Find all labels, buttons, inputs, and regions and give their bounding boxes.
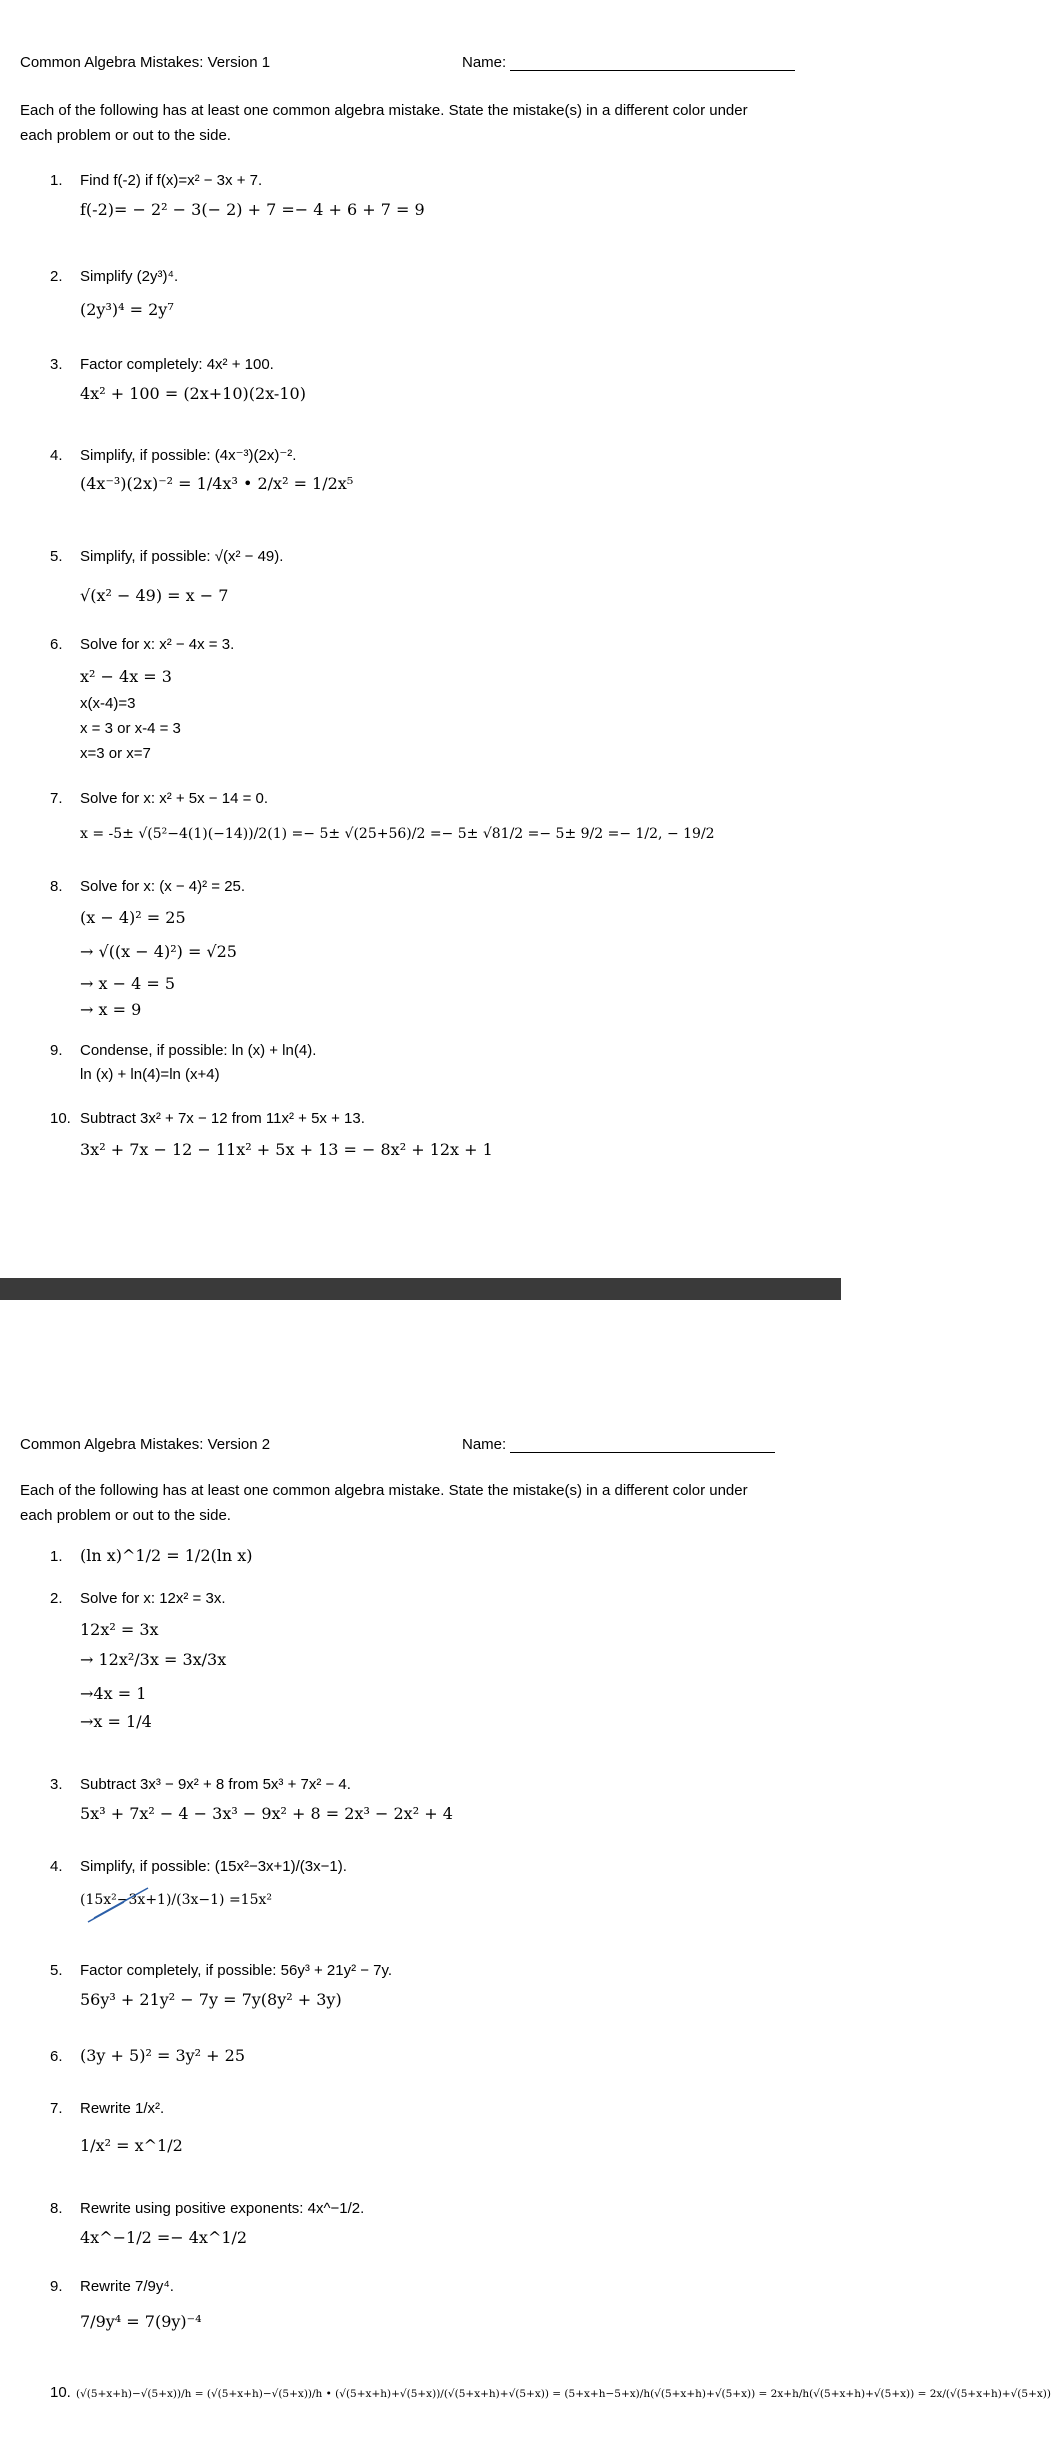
problem-7-work: x = -5± √(5²−4(1)(−14))/2(1) =− 5± √(25+56)/2 =− 5± √81/2 =− 5± 9/2 =− 1/2, − 19/2 [80, 826, 715, 842]
v2-problem-7-work: 1/x² = x^1/2 [80, 2136, 183, 2155]
problem-6-work-line-2: x(x-4)=3 [80, 695, 136, 712]
name-field: Name: [462, 1436, 775, 1453]
problem-7: 7. Solve for x: x² + 5x − 14 = 0. [50, 790, 269, 807]
v2-problem-9-work: 7/9y⁴ = 7(9y)⁻⁴ [80, 2312, 202, 2331]
problem-6-work-line-1: x² − 4x = 3 [80, 667, 172, 686]
problem-8-work-line-3: → x − 4 = 5 [80, 974, 176, 993]
page-divider [0, 1278, 841, 1300]
v2-problem-2: 2. Solve for x: 12x² = 3x. [50, 1590, 226, 1607]
v2-problem-9: 9. Rewrite 7/9y⁴. [50, 2278, 174, 2295]
worksheet-title: Common Algebra Mistakes: Version 1 [20, 54, 271, 71]
problem-3: 3. Factor completely: 4x² + 100. [50, 356, 274, 373]
instructions: Each of the following has at least one common algebra mistake. State the mistake(s) in a different color under each problem or out to the side. [20, 1482, 748, 1524]
problem-8-work-line-2: → √((x − 4)²) = √25 [80, 942, 237, 961]
problem-8-work-line-4: → x = 9 [80, 1000, 142, 1019]
v2-problem-8-work: 4x^−1/2 =− 4x^1/2 [80, 2228, 248, 2247]
problem-6: 6. Solve for x: x² − 4x = 3. [50, 636, 235, 653]
version-2-header [20, 1436, 821, 1453]
problem-10: 10. Subtract 3x² + 7x − 12 from 11x² + 5x + 13. [50, 1110, 365, 1127]
problem-6-work-line-3: x = 3 or x-4 = 3 [80, 720, 181, 737]
version-2-page [0, 1300, 1051, 2448]
problem-3-work: 4x² + 100 = (2x+10)(2x-10) [80, 384, 306, 403]
problem-2-work: (2y³)⁴ = 2y⁷ [80, 300, 174, 319]
problem-5-work: √(x² − 49) = x − 7 [80, 586, 229, 605]
v2-problem-2-work-line-4: →x = 1/4 [80, 1712, 152, 1731]
v2-problem-4: 4. Simplify, if possible: (15x²−3x+1)/(3x−1). [50, 1858, 347, 1875]
v2-problem-10: 10. (√(5+x+h)−√(5+x))/h = (√(5+x+h)−√(5+x))/h • (√(5+x+h)+√(5+x))/(√(5+x+h)+√(5+x)) = (5+x+h−5+x)/h(√(5+x+h)+√(5+x)) = 2x+h/h(√(5+x+h)+√(5+x)) = 2x/(√(5+x+h)+√(5+x)) [50, 2384, 1051, 2401]
problem-9: 9. Condense, if possible: ln (x) + ln(4). [50, 1042, 317, 1059]
version-1-page [0, 0, 841, 1278]
problem-2: 2. Simplify (2y³)⁴. [50, 268, 179, 285]
v2-problem-4-work: (15x²−3x+1)/(3x−1) =15x² [80, 1892, 272, 1908]
v2-problem-2-work-line-1: 12x² = 3x [80, 1620, 159, 1639]
problem-4: 4. Simplify, if possible: (4x⁻³)(2x)⁻². [50, 447, 297, 464]
problem-8: 8. Solve for x: (x − 4)² = 25. [50, 878, 246, 895]
v2-problem-5: 5. Factor completely, if possible: 56y³ + 21y² − 7y. [50, 1962, 393, 1979]
problem-10-work: 3x² + 7x − 12 − 11x² + 5x + 13 = − 8x² + 12x + 1 [80, 1140, 493, 1159]
worksheet-title: Common Algebra Mistakes: Version 2 [20, 1436, 271, 1453]
problem-1-work: f(-2)= − 2² − 3(− 2) + 7 =− 4 + 6 + 7 = 9 [80, 200, 425, 219]
name-blank[interactable] [510, 56, 795, 71]
problem-4-work: (4x⁻³)(2x)⁻² = 1/4x³ • 2/x² = 1/2x⁵ [80, 474, 354, 493]
version-1-header [20, 54, 821, 71]
instructions: Each of the following has at least one common algebra mistake. State the mistake(s) in a different color under each problem or out to the side. [20, 102, 748, 144]
v2-problem-2-work-line-2: → 12x²/3x = 3x/3x [80, 1650, 227, 1669]
problem-8-work-line-1: (x − 4)² = 25 [80, 908, 186, 927]
name-field: Name: [462, 54, 795, 71]
problem-6-work-line-4: x=3 or x=7 [80, 745, 151, 762]
v2-problem-3: 3. Subtract 3x³ − 9x² + 8 from 5x³ + 7x² − 4. [50, 1776, 351, 1793]
cancel-strike-mark [86, 1884, 166, 1924]
v2-problem-2-work-line-3: →4x = 1 [80, 1684, 147, 1703]
problem-9-work: ln (x) + ln(4)=ln (x+4) [80, 1066, 220, 1083]
v2-problem-6: 6. (3y + 5)² = 3y² + 25 [50, 2046, 246, 2065]
name-blank[interactable] [510, 1438, 775, 1453]
v2-problem-7: 7. Rewrite 1/x². [50, 2100, 165, 2117]
v2-problem-5-work: 56y³ + 21y² − 7y = 7y(8y² + 3y) [80, 1990, 342, 2009]
v2-problem-3-work: 5x³ + 7x² − 4 − 3x³ − 9x² + 8 = 2x³ − 2x² + 4 [80, 1804, 453, 1823]
v2-problem-8: 8. Rewrite using positive exponents: 4x^−1/2. [50, 2200, 365, 2217]
v2-problem-1: 1. (ln x)^1/2 = 1/2(ln x) [50, 1546, 253, 1565]
problem-1: 1. Find f(-2) if f(x)=x² − 3x + 7. [50, 172, 263, 189]
problem-5: 5. Simplify, if possible: √(x² − 49). [50, 548, 284, 565]
